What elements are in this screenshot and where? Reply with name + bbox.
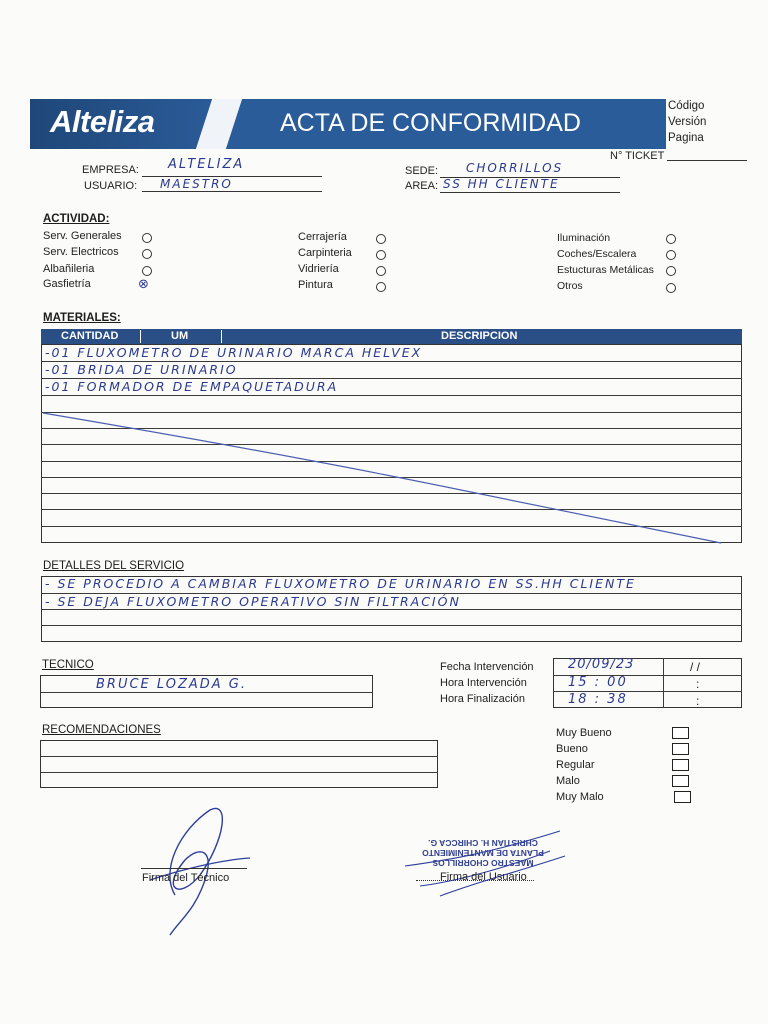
hora-finalizacion-value: 18 : 38 <box>568 692 628 707</box>
col-cantidad: CANTIDAD <box>61 330 119 342</box>
user-stamp: MAESTRO CHORRILLOS PLANTA DE MANTENIMIENTO CHRISTIAN H. CHIRCCA G. <box>422 838 544 868</box>
rating-box-muy-malo[interactable] <box>674 791 691 803</box>
version-label: Versión <box>668 116 707 128</box>
sede-label: SEDE: <box>405 165 439 177</box>
activity-carpinteria: Carpinteria <box>298 247 352 259</box>
service-row-2: - SE DEJA FLUXOMETRO OPERATIVO SIN FILTRACIÓN <box>45 594 461 609</box>
material-row-3: -01 FORMADOR DE EMPAQUETADURA <box>45 379 339 394</box>
col-descripcion: DESCRIPCION <box>441 330 518 342</box>
colon-1: : <box>696 677 700 691</box>
usuario-label: USUARIO: <box>84 180 138 192</box>
user-signature-label: Firma del Usuario <box>440 871 527 883</box>
activity-serv-electricos: Serv. Electricos <box>43 246 119 258</box>
rating-regular: Regular <box>556 759 595 771</box>
technician-signature-line <box>141 868 247 869</box>
checkbox-estructuras-metalicas[interactable] <box>666 266 676 276</box>
rating-muy-bueno: Muy Bueno <box>556 727 612 739</box>
technician-signature-label: Firma del Técnico <box>142 872 230 884</box>
area-field[interactable] <box>440 192 620 193</box>
rating-box-bueno[interactable] <box>672 743 689 755</box>
activity-gasfiteria: Gasfietría <box>43 278 91 290</box>
materials-title: MATERIALES: <box>43 312 121 324</box>
checkbox-serv-generales[interactable] <box>142 233 152 243</box>
activity-albanileria: Albañileria <box>43 263 95 275</box>
recommendations-title: RECOMENDACIONES <box>42 724 161 736</box>
company-logo: Alteliza <box>50 104 155 139</box>
checkbox-carpinteria[interactable] <box>376 250 386 260</box>
service-row-1: - SE PROCEDIO A CAMBIAR FLUXOMETRO DE URINARIO EN SS.HH CLIENTE <box>45 576 636 591</box>
rating-malo: Malo <box>556 775 580 787</box>
rating-muy-malo: Muy Malo <box>556 791 604 803</box>
document-title: ACTA DE CONFORMIDAD <box>280 109 581 137</box>
checkbox-pintura[interactable] <box>376 282 386 292</box>
checkbox-iluminacion[interactable] <box>666 234 676 244</box>
logo-area <box>30 99 226 149</box>
page-label: Pagina <box>668 132 704 144</box>
empresa-value: ALTELIZA <box>168 157 245 172</box>
usuario-value: MAESTRO <box>160 177 233 191</box>
usuario-field[interactable] <box>142 191 322 192</box>
header-banner <box>30 99 666 149</box>
technician-name: BRUCE LOZADA G. <box>96 677 248 692</box>
fecha-label: Fecha Intervención <box>440 661 534 673</box>
activity-otros: Otros <box>557 280 583 292</box>
ticket-label: N° TICKET <box>610 150 665 162</box>
hora-intervencion-label: Hora Intervención <box>440 677 527 689</box>
strikethrough-line <box>41 395 742 545</box>
materials-header-row <box>41 329 742 344</box>
rating-bueno: Bueno <box>556 743 588 755</box>
service-title: DETALLES DEL SERVICIO <box>43 560 185 572</box>
ticket-field[interactable] <box>667 160 747 161</box>
activity-iluminacion: Iluminación <box>557 232 611 244</box>
checkbox-cerrajeria[interactable] <box>376 234 386 244</box>
activity-pintura: Pintura <box>298 279 333 291</box>
activity-coches-escalera: Coches/Escalera <box>557 248 637 260</box>
hora-finalizacion-label: Hora Finalización <box>440 693 525 705</box>
checkbox-coches-escalera[interactable] <box>666 250 676 260</box>
fecha-value: 20/09/23 <box>568 657 635 672</box>
checkbox-vidrieria[interactable] <box>376 266 386 276</box>
user-signature <box>400 826 570 901</box>
checkbox-otros[interactable] <box>666 283 676 293</box>
checkbox-gasfiteria-checked[interactable]: ⊗ <box>138 277 149 292</box>
activity-serv-generales: Serv. Generales <box>43 230 122 242</box>
recommendations-box[interactable] <box>40 740 438 788</box>
col-um: UM <box>171 330 189 342</box>
material-row-2: -01 BRIDA DE URINARIO <box>45 362 238 377</box>
sede-value: CHORRILLOS <box>466 161 564 175</box>
checkbox-serv-electricos[interactable] <box>142 249 152 259</box>
area-label: AREA: <box>405 180 439 192</box>
colon-2: : <box>696 694 700 708</box>
checkbox-albanileria[interactable] <box>142 266 152 276</box>
activity-vidrieria: Vidriería <box>298 263 339 275</box>
activity-title: ACTIVIDAD: <box>43 213 110 225</box>
empresa-label: EMPRESA: <box>82 164 139 176</box>
fecha-blank: / / <box>690 660 701 674</box>
activity-cerrajeria: Cerrajería <box>298 231 347 243</box>
code-label: Código <box>668 100 705 112</box>
rating-box-regular[interactable] <box>672 759 689 771</box>
hora-intervencion-value: 15 : 00 <box>568 675 628 690</box>
material-row-1: -01 FLUXOMETRO DE URINARIO MARCA HELVEX <box>45 345 423 360</box>
area-value: SS HH CLIENTE <box>443 177 560 191</box>
activity-estructuras-metalicas: Estucturas Metálicas <box>557 264 654 276</box>
technician-signature <box>140 800 260 940</box>
rating-box-malo[interactable] <box>672 775 689 787</box>
technician-title: TECNICO <box>42 659 94 671</box>
rating-box-muy-bueno[interactable] <box>672 727 689 739</box>
